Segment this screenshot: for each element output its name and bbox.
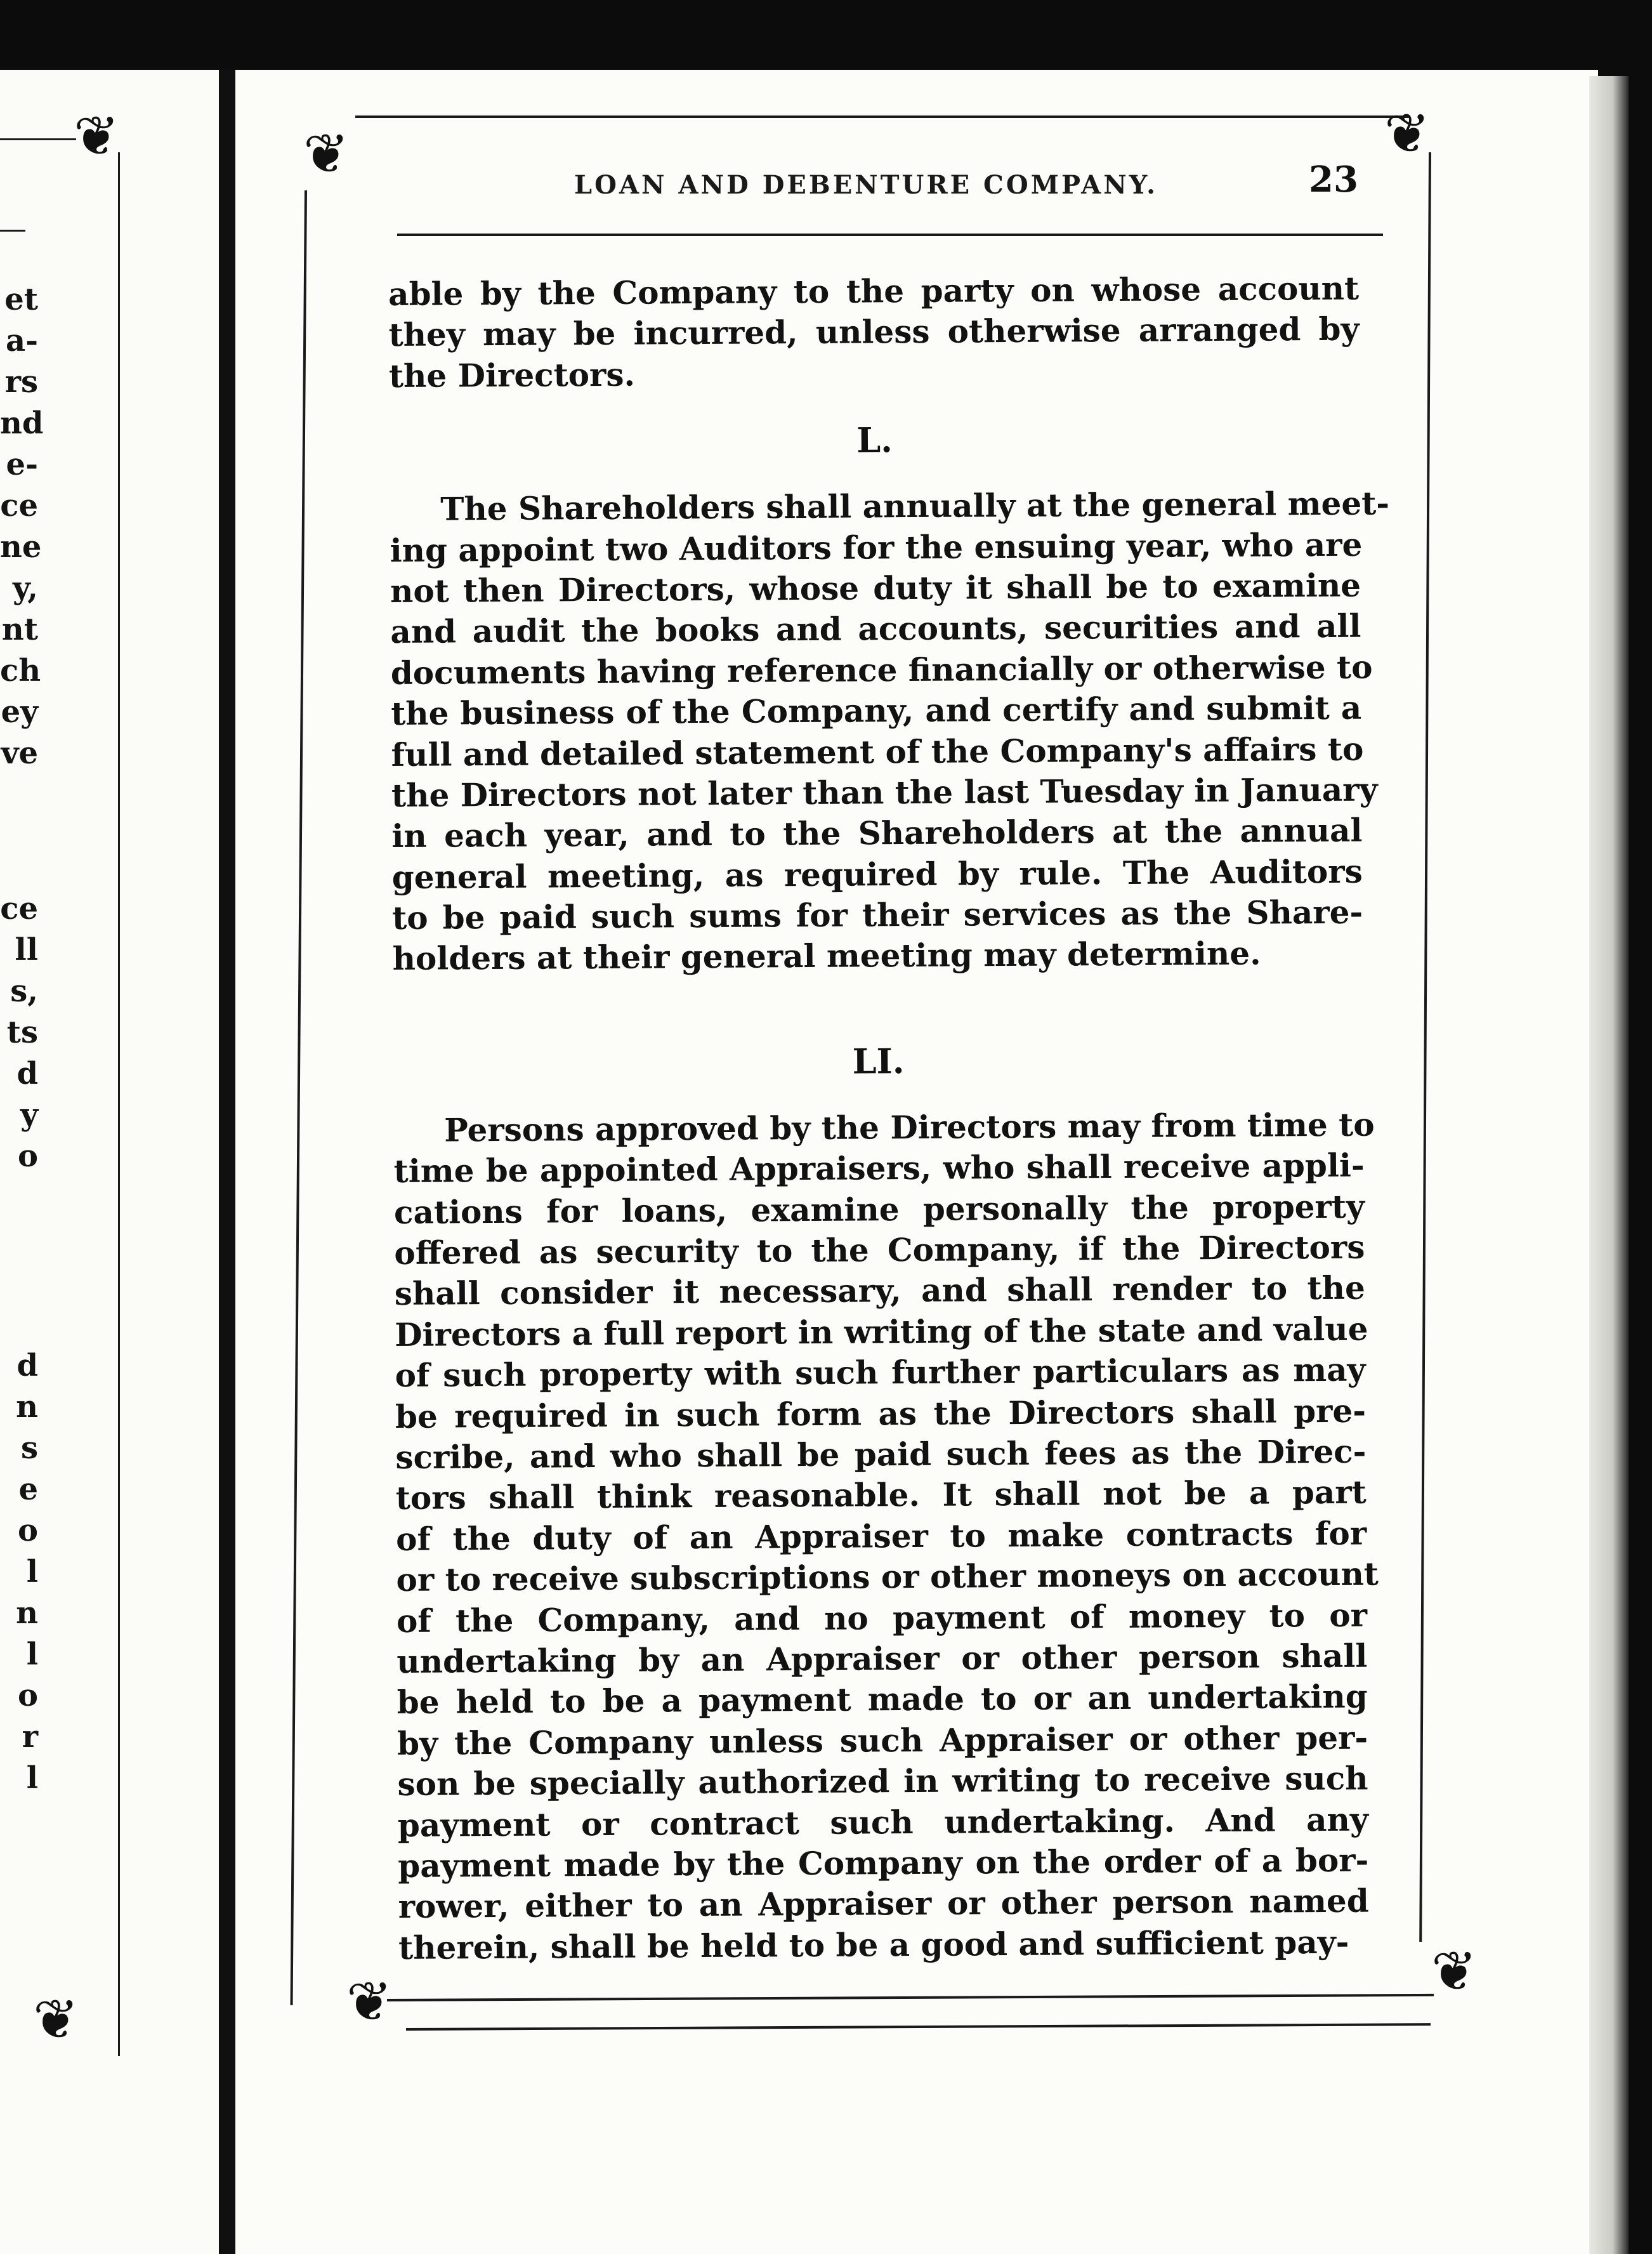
section-heading: L. bbox=[856, 419, 893, 461]
left-page-fragment-line: o bbox=[17, 1513, 38, 1548]
text-line: offered as security to the Company, if the Directors bbox=[394, 1228, 1365, 1272]
left-page-fragment-line: l bbox=[26, 1760, 38, 1796]
text-line: shall consider it necessary, and shall render to the bbox=[394, 1269, 1365, 1313]
left-corner-ornament-bottom: ❦ bbox=[32, 1988, 79, 2052]
page-edge-shadow bbox=[1589, 76, 1629, 2254]
text-line: and audit the books and accounts, securities and all bbox=[390, 607, 1361, 651]
left-page-text-fragments-middle bbox=[0, 888, 38, 1177]
text-line: of the duty of an Appraiser to make contracts for bbox=[395, 1514, 1367, 1558]
corner-ornament-top-right: ❦ bbox=[1384, 102, 1431, 166]
text-line: tors shall think reasonable. It shall not be a part bbox=[395, 1473, 1367, 1517]
corner-ornament-top-left: ❦ bbox=[303, 122, 350, 186]
left-page-fragment-line: e- bbox=[6, 447, 38, 482]
section-paragraph bbox=[390, 484, 1390, 980]
left-page-fragment-line: ce bbox=[0, 488, 38, 524]
left-corner-ornament-top: ❦ bbox=[73, 105, 120, 168]
text-line: able by the Company to the party on whose account bbox=[388, 269, 1360, 313]
section-paragraph bbox=[393, 1104, 1379, 1968]
left-frame-rule-top bbox=[0, 138, 76, 140]
left-page-fragment-line: ve bbox=[1, 735, 38, 771]
text-line: of such property with such further particulars as may bbox=[395, 1350, 1366, 1395]
left-frame-rule-vertical bbox=[118, 152, 120, 2056]
text-line: undertaking by an Appraiser or other person shall bbox=[397, 1637, 1368, 1680]
text-line: they may be incurred, unless otherwise arranged by bbox=[388, 310, 1360, 354]
text-line: time be appointed Appraisers, who shall receive appli- bbox=[393, 1146, 1365, 1190]
left-page-fragment-line: l bbox=[26, 1637, 38, 1672]
left-page-fragment-line: et bbox=[4, 282, 38, 317]
frame-rule-top bbox=[355, 115, 1408, 118]
left-page-fragment-line: e bbox=[18, 1472, 38, 1507]
text-line: not then Directors, whose duty it shall be to examine bbox=[390, 566, 1361, 610]
text-line: in each year, and to the Shareholders at the annual bbox=[391, 811, 1363, 855]
text-line: cations for loans, examine personally the property bbox=[393, 1187, 1365, 1231]
left-page-fragment-line: nd bbox=[0, 405, 44, 441]
left-page-fragment-line: ch bbox=[0, 653, 41, 689]
text-line: be held to be a payment made to or an undertaking bbox=[397, 1677, 1368, 1722]
text-line: scribe, and who shall be paid such fees as the Direc- bbox=[395, 1432, 1367, 1476]
page-number: 23 bbox=[1309, 159, 1358, 201]
left-page-fragment-line: ts bbox=[6, 1015, 38, 1050]
text-line: full and detailed statement of the Company's affairs to bbox=[391, 730, 1364, 774]
left-page-fragment-line: d bbox=[16, 1348, 38, 1383]
left-page-fragment bbox=[0, 70, 230, 2254]
text-line: son be specially authorized in writing to receive such bbox=[397, 1759, 1368, 1803]
article-section bbox=[393, 1012, 1379, 1968]
continued-paragraph bbox=[388, 268, 1360, 397]
left-page-fragment-line: y, bbox=[12, 570, 38, 606]
text-line: to be paid such sums for their services as the Share- bbox=[392, 893, 1363, 937]
text-line: general meeting, as required by rule. The Auditors bbox=[391, 852, 1363, 896]
left-page-fragment-line: nt bbox=[1, 612, 38, 647]
section-spacer bbox=[393, 973, 1363, 1017]
sections-container bbox=[389, 391, 1390, 1968]
header-rule bbox=[397, 234, 1383, 236]
left-page-fragment-line: a- bbox=[5, 323, 38, 359]
left-page-fragment-line: s, bbox=[10, 973, 38, 1009]
left-page-fragment-line: r bbox=[22, 1719, 38, 1755]
corner-ornament-bottom-left: ❦ bbox=[346, 1970, 393, 2034]
text-line: holders at their general meeting may determine. bbox=[392, 935, 1261, 978]
left-page-fragment-line: o bbox=[17, 1678, 38, 1713]
text-line: by the Company unless such Appraiser or other per- bbox=[397, 1718, 1368, 1762]
text-line: of the Company, and no payment of money to or bbox=[396, 1596, 1368, 1640]
text-line: rower, either to an Appraiser or other person named bbox=[398, 1882, 1369, 1926]
text-line: payment or contract such undertaking. And any bbox=[397, 1800, 1369, 1844]
text-line: the Directors not later than the last Tuesday in January bbox=[391, 770, 1378, 814]
left-page-fragment-line: ey bbox=[1, 694, 38, 730]
running-head-title: LOAN AND DEBENTURE COMPANY. bbox=[574, 170, 1158, 200]
left-page-fragment-line: s bbox=[20, 1430, 38, 1466]
left-frame-rule-header bbox=[0, 230, 25, 232]
left-page-fragment-line: y bbox=[20, 1097, 38, 1133]
left-page-fragment-line: l bbox=[26, 1554, 38, 1590]
text-line: ing appoint two Auditors for the ensuing year, who are bbox=[390, 525, 1363, 569]
text-line: Directors a full report in writing of the state and value bbox=[395, 1310, 1368, 1354]
corner-ornament-bottom-right: ❦ bbox=[1431, 1940, 1478, 2003]
text-line: The Shareholders shall annually at the general meet- bbox=[440, 484, 1390, 528]
left-page-text-fragments-bottom bbox=[0, 1345, 38, 1799]
text-line: payment made by the Company on the order of a bor- bbox=[398, 1841, 1369, 1885]
left-page-fragment-line: ce bbox=[0, 891, 38, 926]
page-body-text bbox=[388, 268, 1390, 1968]
left-page-text-fragments-top bbox=[0, 279, 44, 774]
text-line: Persons approved by the Directors may from time to bbox=[444, 1105, 1375, 1149]
text-line: therein, shall be held to be a good and sufficient pay- bbox=[398, 1923, 1349, 1967]
text-line: the business of the Company, and certify and submit a bbox=[391, 689, 1362, 733]
text-line: or to receive subscriptions or other moneys on account bbox=[396, 1555, 1379, 1599]
left-page-fragment-line: rs bbox=[4, 364, 38, 400]
book-spine-gutter bbox=[219, 70, 235, 2254]
left-page-fragment-line: o bbox=[17, 1138, 38, 1174]
text-line: documents having reference financially or otherwise to bbox=[390, 648, 1373, 692]
left-page-fragment-line: ll bbox=[15, 932, 38, 968]
text-line: the Directors. bbox=[388, 355, 636, 395]
section-heading: LI. bbox=[852, 1040, 905, 1082]
left-page-fragment-line: ne bbox=[0, 529, 42, 565]
article-section bbox=[389, 391, 1390, 1018]
left-page-fragment-line: n bbox=[16, 1389, 38, 1425]
left-page-fragment-line: d bbox=[16, 1056, 38, 1091]
left-page-fragment-line: n bbox=[16, 1595, 38, 1631]
text-line: be required in such form as the Directors shall pre- bbox=[395, 1392, 1367, 1435]
